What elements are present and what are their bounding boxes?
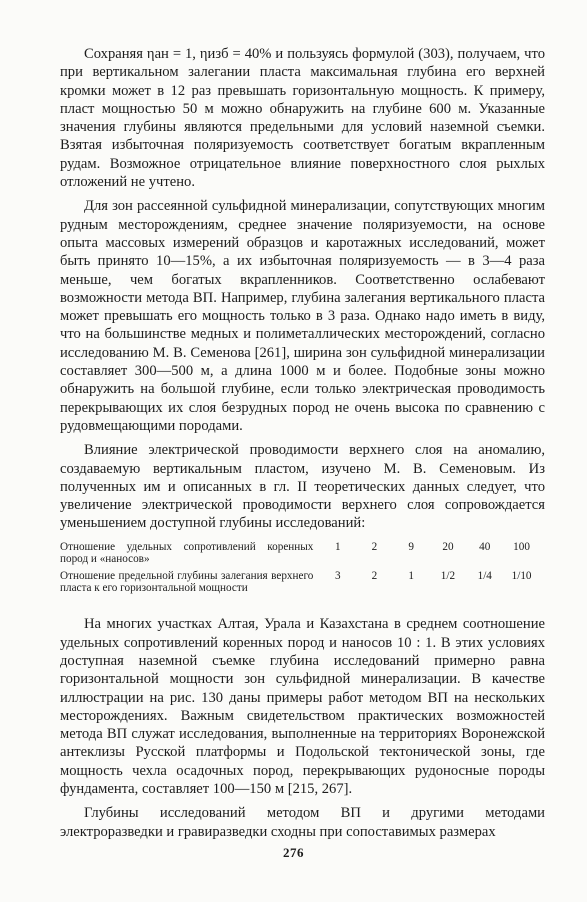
table-cell: 20 [442, 540, 454, 553]
paragraph-upper-layer-influence: Влияние электрической проводимости верхнего слоя на аномалию, создаваемую вертикальным пластом, изучено М. В. Семеновым. Из полученных им и описанных в гл. II теоретических данных следует, что увеличение электрической проводимости верхнего слоя сопровождается уменьшением доступной глубины исследований: [60, 442, 545, 532]
table-cell: 1 [408, 569, 414, 582]
table-cell: 2 [371, 540, 378, 553]
table-cell: 1 [334, 540, 341, 553]
paragraph-depth-limits: Сохраняя ηан = 1, ηизб = 40% и пользуясь формулой (303), получаем, что при вертикальном залегании пласта максимальная глубина его верхней кромки может в 12 раз превышать горизонтальную мощность. К примеру, пласт мощностью 50 м можно обнаружить на глубине 600 м. Указанные значения глубины являются предельными для условий наземной съемки. Взятая избыточная поляризуемость соответствует богатым вкрапленным рудам. Возможное отрицательное влияние поверхностного слоя рыхлых отложений не учтено. [60, 46, 545, 191]
table-cell: 1/4 [477, 569, 492, 582]
table-cell: 9 [408, 540, 414, 553]
book-page-body [60, 39, 545, 841]
table-row [60, 540, 540, 569]
table-cell: 40 [479, 540, 491, 553]
row-label: Отношение предельной глубины залегания верхнего пласта к его горизонтальной мощности [60, 569, 314, 594]
table-cell: 2 [371, 569, 378, 582]
table-row [60, 569, 540, 598]
page-number: 276 [283, 845, 304, 860]
table-cell: 3 [334, 569, 341, 582]
table-cell: 1/2 [440, 569, 456, 582]
row-label: Отношение удельных сопротивлений коренных пород и «наносов» [60, 540, 314, 566]
table-cell: 100 [513, 540, 530, 553]
table-cell: 1/10 [511, 569, 532, 582]
paragraph-depth-comparison: Глубины исследований методом ВП и другими методами электроразведки и гравиразведки сходны при сопоставимых размерах [60, 805, 545, 840]
paragraph-altai-ural-kazakhstan: На многих участках Алтая, Урала и Казахстана в среднем соотношение удельных сопротивлений коренных пород и наносов 10 : 1. В этих условиях доступная наземной съемке глубина исследований примерно равна горизонтальной мощности зон сульфидной минерализации. В качестве иллюстрации на рис. 130 даны примеры работ методом ВП на нескольких месторождениях. Важным свидетельством практических возможностей метода ВП служат исследования, выполненные на территориях Воронежской антеклизы Русской платформы и Подольской тектонической зоны, где мощность чехла осадочных пород, перекрывающих рудоносные породы фундамента, составляет 100—150 м [215, 267]. [60, 616, 545, 798]
resistivity-depth-table [60, 540, 540, 598]
paragraph-disseminated-zones: Для зон рассеянной сульфидной минерализации, сопутствующих многим рудным месторождениям, среднее значение поляризуемости, на основе опыта массовых измерений образцов и каротажных исследований, может быть принято 10—15%, а их избыточная поляризуемость — в 3—4 раза меньше, чем богатых вкрапленников. Соответственно ослабевают возможности метода ВП. Например, глубина залегания вертикального пласта может превышать его мощность только в 3 раза. Однако надо иметь в виду, что на большинстве медных и полиметаллических месторождений, согласно исследованию М. В. Семенова [261], ширина зон сульфидной минерализации составляет 300—500 м, а длина 1000 м и более. Подобные зоны можно обнаружить на большой глубине, если только электрическая проводимость перекрывающих их слоя безрудных пород не очень высока по сравнению с рудовмещающими породами. [60, 198, 545, 434]
